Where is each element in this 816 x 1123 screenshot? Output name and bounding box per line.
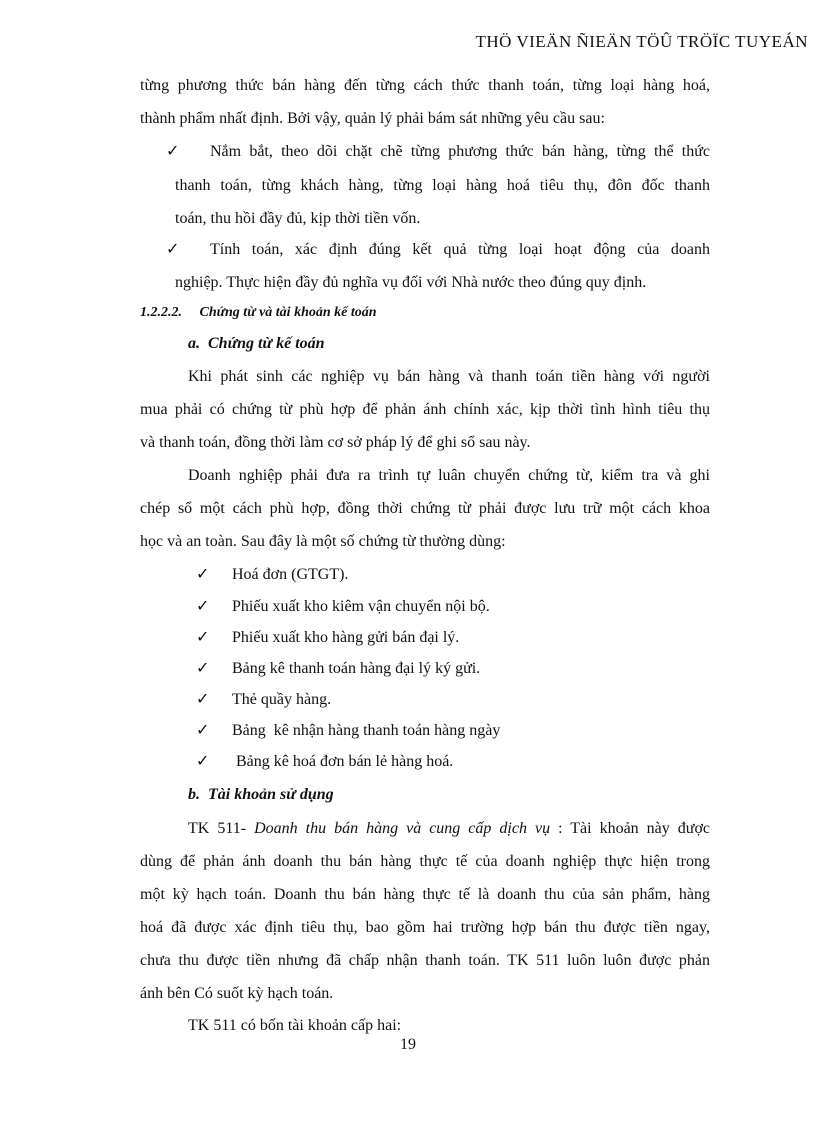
body-line: học và an toàn. Sau đây là một số chứng từ thường dùng: xyxy=(140,533,506,550)
check-icon: ✓ xyxy=(196,629,210,646)
requirement-line: Tính toán, xác định đúng kết quả từng loại hoạt động của doanh xyxy=(210,241,710,258)
list-item: Thẻ quầy hàng. xyxy=(232,691,332,708)
body-line: một kỳ hạch toán. Doanh thu bán hàng thực tế là doanh thu của sản phẩm, hàng xyxy=(140,886,710,903)
body-line: Doanh nghiệp phải đưa ra trình tự luân chuyển chứng từ, kiểm tra và ghi xyxy=(188,467,710,484)
body-line: chép sổ một cách phù hợp, đồng thời chứng từ phải được lưu trữ một cách khoa xyxy=(140,500,710,517)
check-icon: ✓ xyxy=(196,722,210,739)
page-header-title: THÖ VIEÄN ÑIEÄN TÖÛ TRÖÏC TUYEÁN xyxy=(475,32,808,51)
list-item: Bảng kê thanh toán hàng đại lý ký gửi. xyxy=(232,660,481,677)
body-line: mua phải có chứng từ phù hợp để phản ánh chính xác, kịp thời tình hình tiêu thụ xyxy=(140,401,710,418)
check-icon: ✓ xyxy=(196,598,210,615)
body-line: và thanh toán, đồng thời làm cơ sở pháp lý để ghi sổ sau này. xyxy=(140,434,531,451)
tk511-suffix: : Tài khoản này được xyxy=(550,820,711,837)
check-icon: ✓ xyxy=(196,753,210,770)
check-icon: ✓ xyxy=(196,660,210,677)
tk511-prefix: TK 511- xyxy=(188,820,255,837)
section-heading: 1.2.2.2. Chứng từ và tài khoản kế toán xyxy=(140,305,377,320)
tk511-intro-line xyxy=(188,819,710,839)
tk511-name: Doanh thu bán hàng và cung cấp dịch vụ xyxy=(254,820,551,837)
list-item: Phiếu xuất kho hàng gửi bán đại lý. xyxy=(232,629,460,646)
page-number: 19 xyxy=(400,1036,416,1053)
list-item: Phiếu xuất kho kiêm vận chuyển nội bộ. xyxy=(232,598,490,615)
body-line: Khi phát sinh các nghiệp vụ bán hàng và thanh toán tiền hàng với người xyxy=(188,368,710,385)
requirement-line: thanh toán, từng khách hàng, từng loại hàng hoá tiêu thụ, đôn đốc thanh xyxy=(175,177,710,194)
list-item: Hoá đơn (GTGT). xyxy=(232,566,349,583)
body-line: ánh bên Có suốt kỳ hạch toán. xyxy=(140,985,334,1002)
body-line: TK 511 có bốn tài khoản cấp hai: xyxy=(188,1017,402,1034)
list-item: Bảng kê hoá đơn bán lẻ hàng hoá. xyxy=(232,753,454,770)
requirement-line: toán, thu hồi đầy đủ, kịp thời tiền vốn. xyxy=(175,210,421,227)
check-icon: ✓ xyxy=(196,566,210,583)
body-line: từng phương thức bán hàng đến từng cách thức thanh toán, từng loại hàng hoá, xyxy=(140,77,710,94)
subheading-a: a. Chứng từ kế toán xyxy=(188,335,325,352)
subheading-b: b. Tài khoản sử dụng xyxy=(188,786,334,803)
requirement-line: Nắm bắt, theo dõi chặt chẽ từng phương thức bán hàng, từng thể thức xyxy=(210,143,710,160)
requirement-line: nghiệp. Thực hiện đầy đủ nghĩa vụ đối với Nhà nước theo đúng quy định. xyxy=(175,274,647,291)
body-line: thành phẩm nhất định. Bởi vậy, quản lý phải bám sát những yêu cầu sau: xyxy=(140,110,605,127)
check-icon: ✓ xyxy=(196,691,210,708)
check-icon: ✓ xyxy=(166,143,180,160)
body-line: chưa thu được tiền nhưng đã chấp nhận thanh toán. TK 511 luôn luôn được phản xyxy=(140,952,710,969)
list-item: Bảng kê nhận hàng thanh toán hàng ngày xyxy=(232,722,501,739)
check-icon: ✓ xyxy=(166,241,180,258)
body-line: hoá đã được xác định tiêu thụ, bao gồm hai trường hợp bán thu được tiền ngay, xyxy=(140,919,710,936)
body-line: dùng để phản ánh doanh thu bán hàng thực tế của doanh nghiệp thực hiện trong xyxy=(140,853,710,870)
